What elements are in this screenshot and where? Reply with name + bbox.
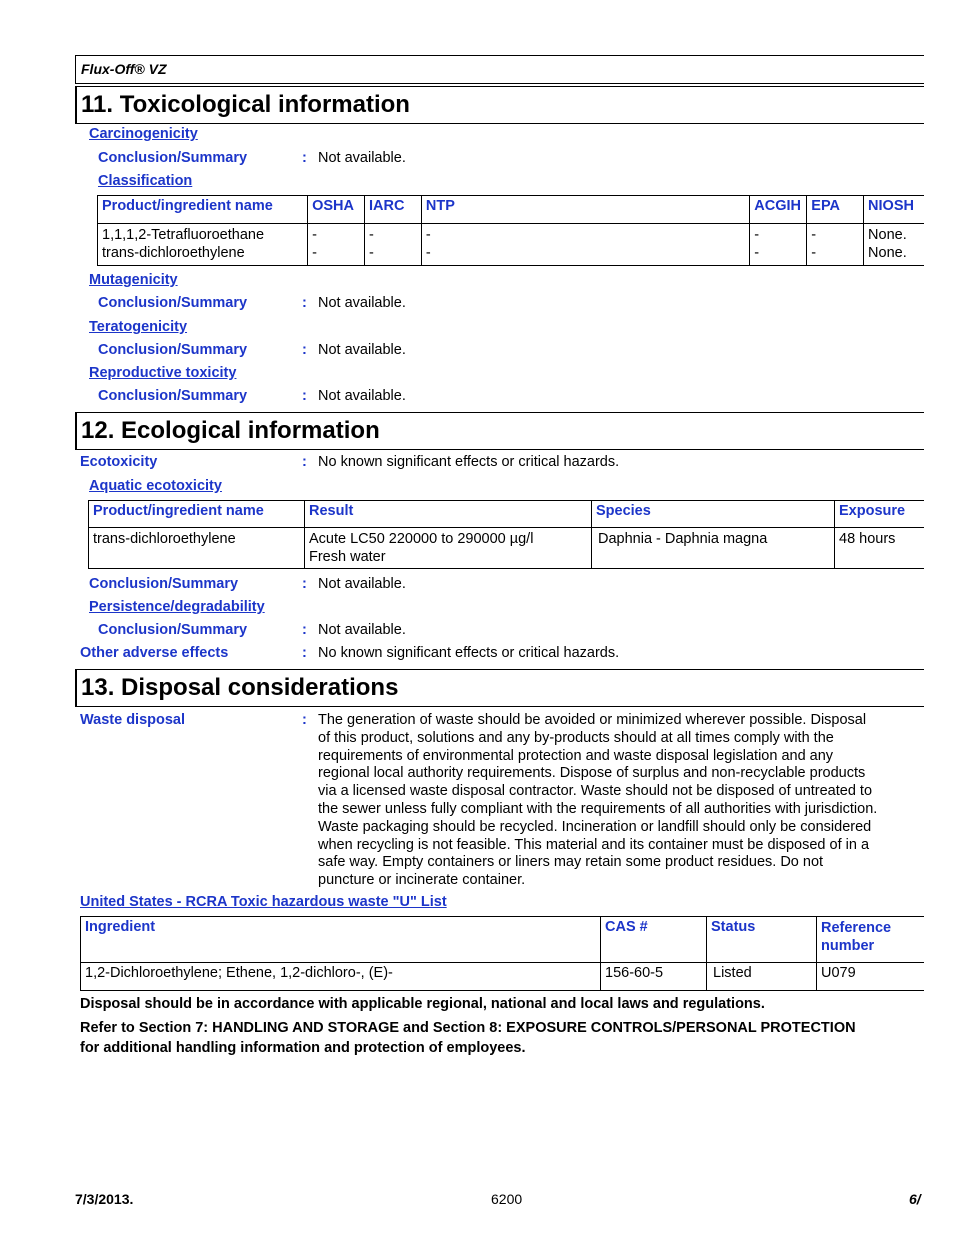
colon: : xyxy=(302,454,307,470)
table-header: number xyxy=(821,938,875,954)
section-11-header xyxy=(75,86,924,124)
table-header: Reference xyxy=(821,920,892,936)
aquatic-conclusion-label: Conclusion/Summary xyxy=(89,576,239,592)
aquatic-ecotoxicity-heading: Aquatic ecotoxicity xyxy=(89,478,222,494)
reference-number: U079 xyxy=(817,963,925,991)
table-row: 1,1,1,2-Tetrafluoroethane trans-dichloroethylene - - - - - - - - - - None. None. xyxy=(98,224,925,266)
footer-date: 7/3/2013. xyxy=(75,1191,134,1207)
table-header: CAS # xyxy=(601,917,707,963)
teratogenicity-conclusion-value: Not available. xyxy=(318,342,406,358)
carcinogenicity-heading: Carcinogenicity xyxy=(89,126,198,142)
result-line-2: Fresh water xyxy=(309,549,386,565)
waste-disposal-text: The generation of waste should be avoided or minimized wherever possible. Disposal of this product, solutions and any by-products should at all times comply with the requirements of environmental protection and waste disposal legislation and any regional local authority requirements. Dispose of surplus and non-recyclable products via a licensed waste disposal contractor. Waste should not be disposed of untreated to the sewer unless fully compliant with the requirements of all authorities with jurisdiction. Waste packaging should be recycled. Incineration or landfill should only be considered when recycling is not feasible. This material and its container must be disposed of in a safe way. Empty containers or liners may retain some product residues. Do not puncture or incinerate container. xyxy=(318,712,878,889)
colon: : xyxy=(302,622,307,638)
ingredient-name: trans-dichloroethylene xyxy=(89,528,305,569)
table-header: Exposure xyxy=(835,501,925,528)
product-name: Flux-Off® VZ xyxy=(81,61,167,77)
persistence-conclusion-value: Not available. xyxy=(318,622,406,638)
aquatic-ecotoxicity-table xyxy=(88,500,924,569)
footer-page: 6/ xyxy=(909,1191,921,1207)
classification-table xyxy=(97,195,924,266)
footer-code: 6200 xyxy=(491,1191,523,1207)
table-header: Product/ingredient name xyxy=(89,501,305,528)
table-row xyxy=(89,528,925,569)
colon: : xyxy=(302,388,307,404)
table-header: Ingredient xyxy=(81,917,601,963)
cas-number: 156-60-5 xyxy=(601,963,707,991)
section-13-title: 13. Disposal considerations xyxy=(81,674,399,701)
reproductive-conclusion-value: Not available. xyxy=(318,388,406,404)
exposure: 48 hours xyxy=(835,528,925,569)
colon: : xyxy=(302,295,307,311)
ingredient: 1,2-Dichloroethylene; Ethene, 1,2-dichloro-, (E)- xyxy=(81,963,601,991)
classification-heading: Classification xyxy=(98,173,193,189)
result-line-1: Acute LC50 220000 to 290000 µg/l xyxy=(309,531,534,547)
table-header: Product/ingredient name xyxy=(98,196,308,224)
other-adverse-effects-value: No known significant effects or critical hazards. xyxy=(318,645,620,661)
table-header: Species xyxy=(592,501,835,528)
waste-disposal-label: Waste disposal xyxy=(80,712,186,728)
refer-note: Refer to Section 7: HANDLING AND STORAGE and Section 8: EXPOSURE CONTROLS/PERSONAL PROTECTION for additional handling information and protection of employees. xyxy=(80,1020,856,1056)
status: Listed xyxy=(707,963,817,991)
aquatic-conclusion-value: Not available. xyxy=(318,576,406,592)
section-13-header xyxy=(75,669,924,707)
species: Daphnia - Daphnia magna xyxy=(592,528,835,569)
rcra-table xyxy=(80,916,924,991)
table-header: ACGIH xyxy=(750,196,807,224)
mutagenicity-heading: Mutagenicity xyxy=(89,272,178,288)
section-11-title: 11. Toxicological information xyxy=(81,91,410,118)
table-header: NTP xyxy=(421,196,749,224)
colon: : xyxy=(302,342,307,358)
colon: : xyxy=(302,712,307,728)
mutagenicity-conclusion-label: Conclusion/Summary xyxy=(98,295,248,311)
disposal-note: Disposal should be in accordance with applicable regional, national and local laws and regulations. xyxy=(80,996,765,1012)
rcra-heading: United States - RCRA Toxic hazardous waste "U" List xyxy=(80,894,447,910)
mutagenicity-conclusion-value: Not available. xyxy=(318,295,406,311)
table-header: OSHA xyxy=(308,196,365,224)
persistence-heading: Persistence/degradability xyxy=(89,599,265,615)
section-12-header xyxy=(75,412,924,450)
teratogenicity-heading: Teratogenicity xyxy=(89,319,188,335)
table-header: Result xyxy=(305,501,592,528)
colon: : xyxy=(302,150,307,166)
colon: : xyxy=(302,576,307,592)
ecotoxicity-label: Ecotoxicity xyxy=(80,454,158,470)
ecotoxicity-value: No known significant effects or critical hazards. xyxy=(318,454,620,470)
carcinogenicity-conclusion-label: Conclusion/Summary xyxy=(98,150,248,166)
table-header: IARC xyxy=(365,196,422,224)
section-12-title: 12. Ecological information xyxy=(81,417,380,444)
persistence-conclusion-label: Conclusion/Summary xyxy=(98,622,248,638)
table-header: Status xyxy=(707,917,817,963)
reproductive-toxicity-heading: Reproductive toxicity xyxy=(89,365,237,381)
other-adverse-effects-label: Other adverse effects xyxy=(80,645,229,661)
table-row xyxy=(81,963,925,991)
product-header xyxy=(75,55,924,84)
carcinogenicity-conclusion-value: Not available. xyxy=(318,150,406,166)
table-header: EPA xyxy=(807,196,864,224)
table-header: NIOSH xyxy=(864,196,924,224)
teratogenicity-conclusion-label: Conclusion/Summary xyxy=(98,342,248,358)
colon: : xyxy=(302,645,307,661)
reproductive-conclusion-label: Conclusion/Summary xyxy=(98,388,248,404)
